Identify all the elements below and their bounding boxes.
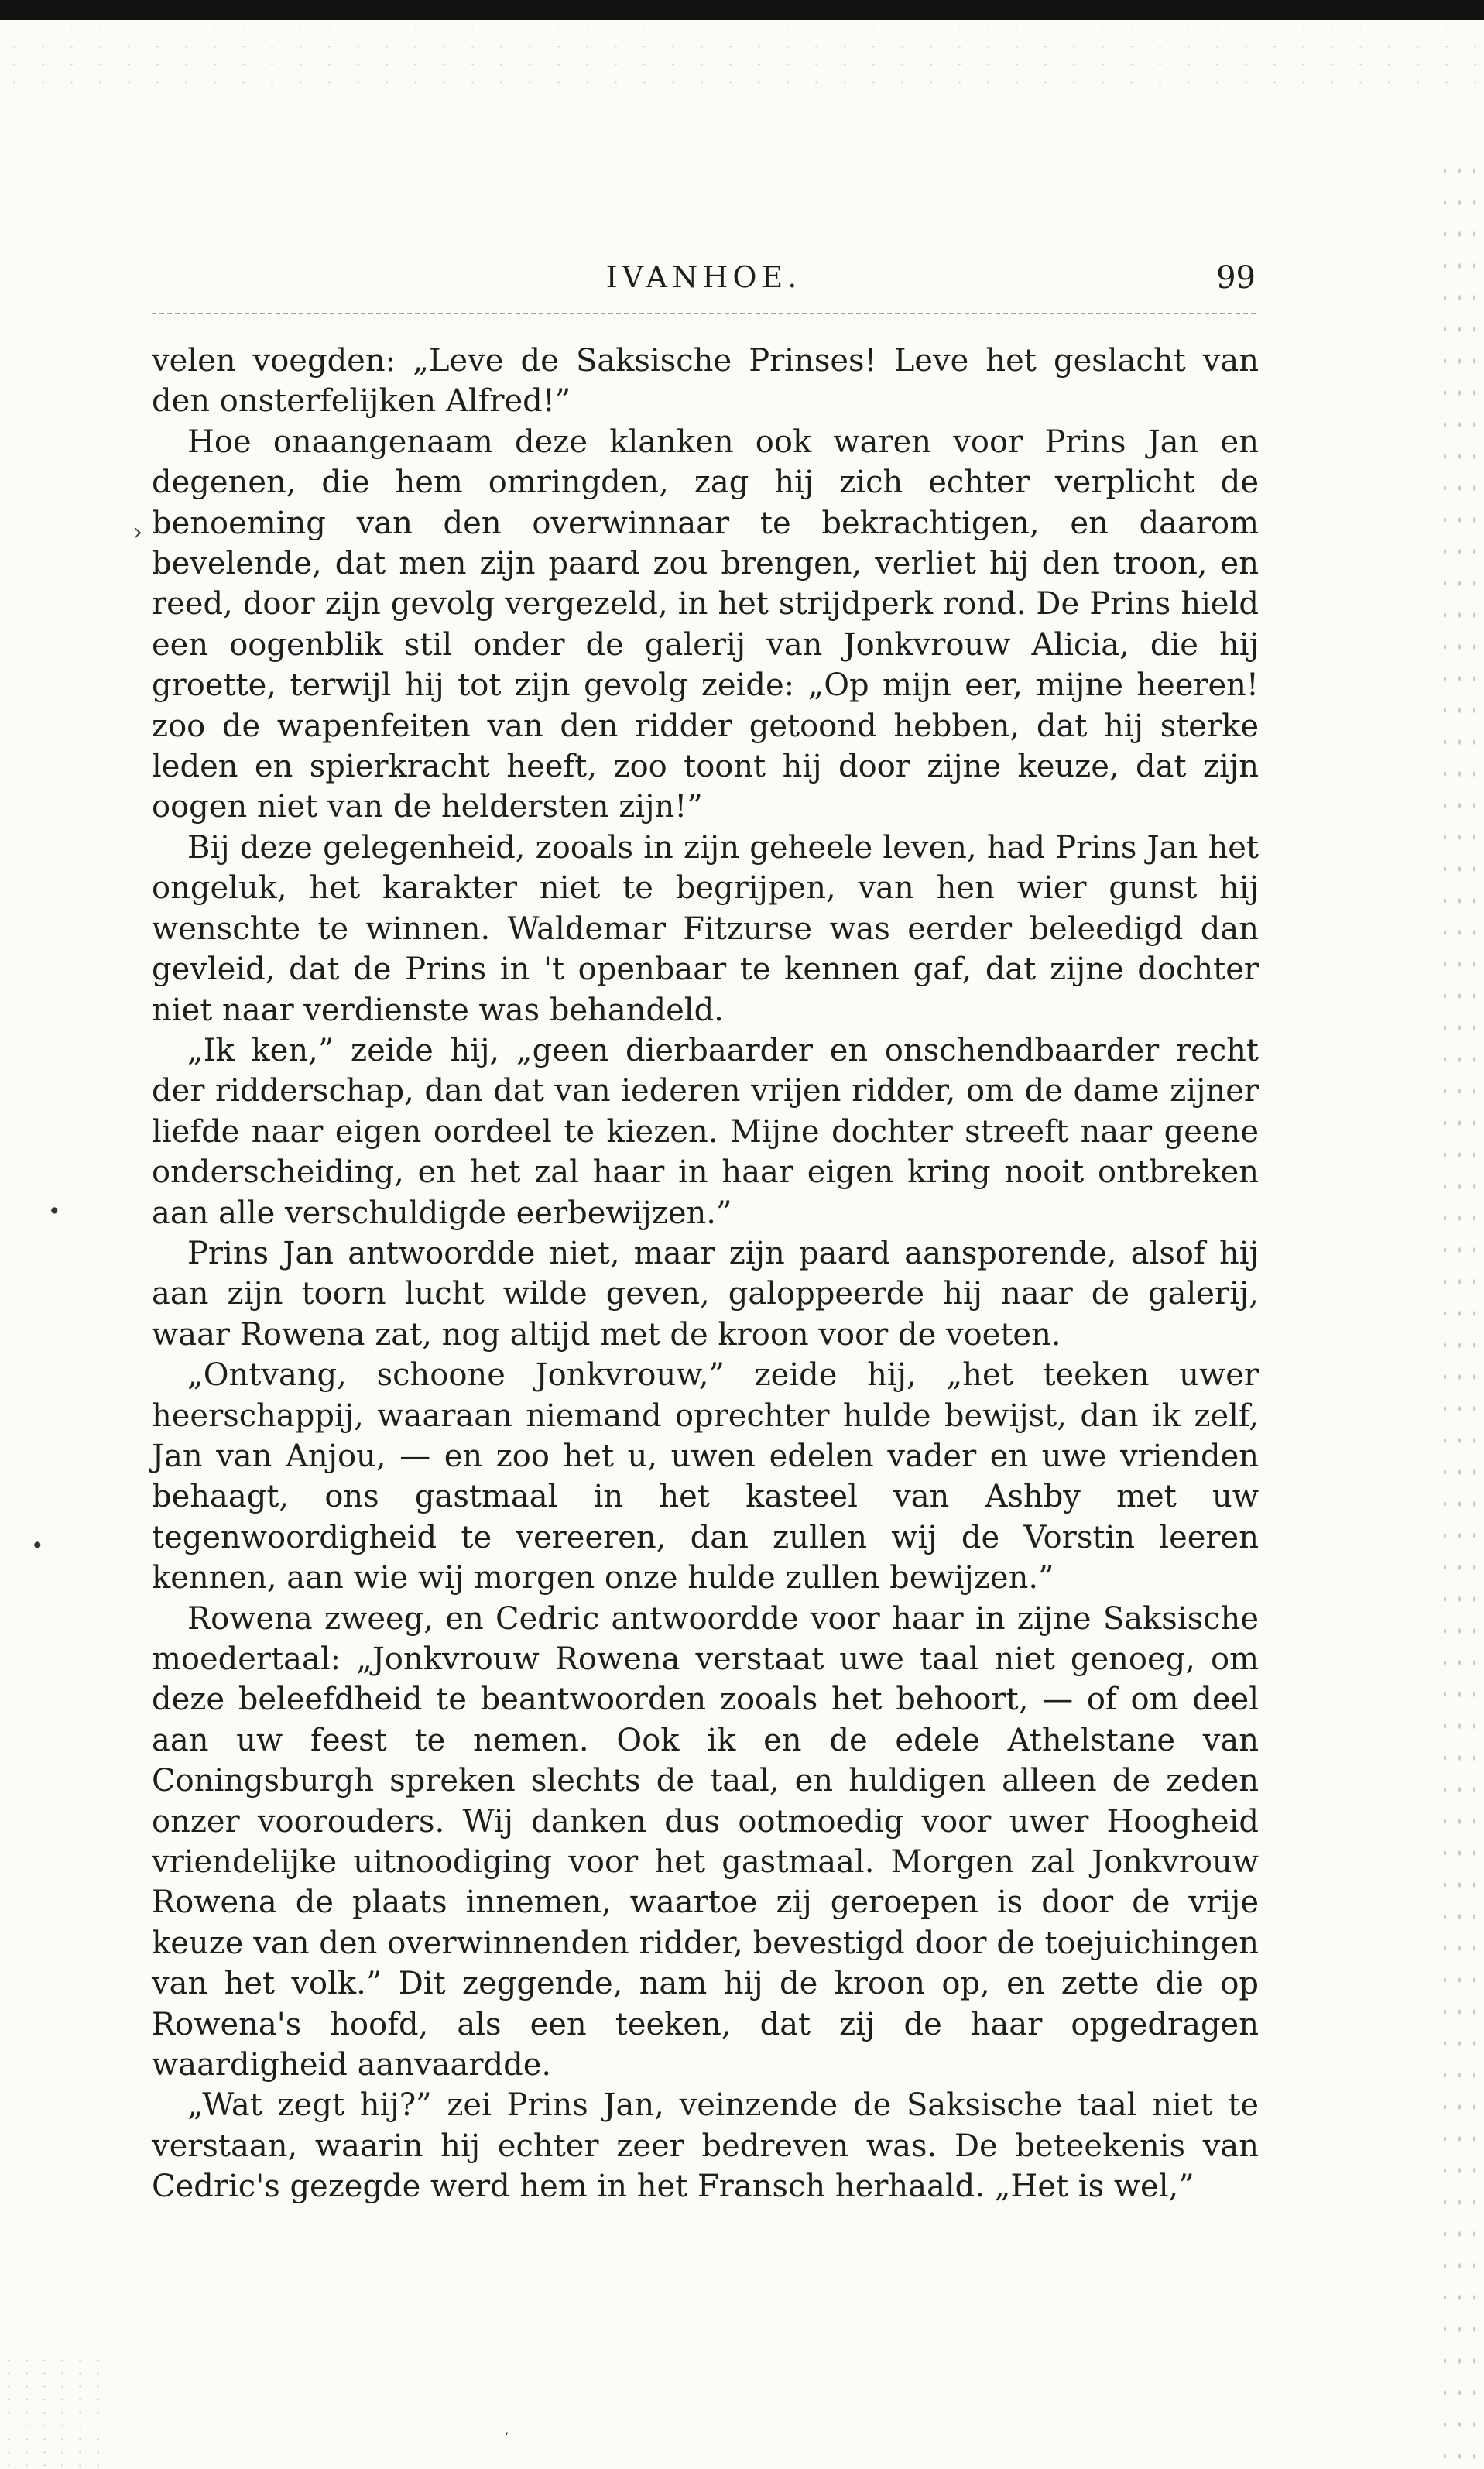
- paragraph: „Wat zegt hij?” zei Prins Jan, veinzende de Saksische taal niet te verstaan, waarin hij echter zeer bedreven was. De beteekenis van Cedric's gezegde werd hem in het Fransch herhaald. „Het is wel,”: [152, 2087, 1259, 2205]
- margin-dot-mark: •: [31, 1533, 44, 1559]
- scan-noise-bottom-left: [0, 2354, 108, 2469]
- scan-noise-right: [1438, 155, 1484, 2469]
- scan-noise-top: [0, 20, 1484, 90]
- paragraph: „Ik ken,” zeide hij, „geen dierbaarder en onschendbaarder recht der ridderschap, dan dat van iederen vrijen ridder, om de dame zijner liefde naar eigen oordeel te kiezen. Mijne dochter streeft naar geene onderscheiding, en het zal haar in haar eigen kring nooit ontbreken aan alle verschuldigde eerbewijzen.”: [152, 1032, 1259, 1231]
- running-title: IVANHOE.: [605, 260, 802, 294]
- margin-dot-mark: •: [48, 1198, 61, 1224]
- body-text: [152, 341, 1259, 2207]
- running-header: [152, 260, 1256, 307]
- paragraph: Bij deze gelegenheid, zooals in zijn geheele leven, had Prins Jan het ongeluk, het karakter niet te begrijpen, van hen wier gunst hij wenschte te winnen. Waldemar Fitzurse was eerder beleedigd dan gevleid, dat de Prins in 't openbaar te kennen gaf, dat zijne dochter niet naar verdienste was behandeld.: [152, 829, 1259, 1028]
- paragraph: Rowena zweeg, en Cedric antwoordde voor haar in zijne Saksische moedertaal: „Jonkvrouw Rowena verstaat uwe taal niet genoeg, om deze beleefdheid te beantwoorden zooals het behoort, — of om deel aan uw feest te nemen. Ook ik en de edele Athelstane van Coningsburgh spreken slechts de taal, en huldigen alleen de zeden onzer voorouders. Wij danken dus ootmoedig voor uwer Hoogheid vriendelijke uitnoodiging voor het gastmaal. Morgen zal Jonkvrouw Rowena de plaats innemen, waartoe zij geroepen is door de vrije keuze van den overwinnenden ridder, bevestigd door de toejuichingen van het volk.” Dit zeggende, nam hij de kroon op, en zette die op Rowena's hoofd, als een teeken, dat zij de haar opgedragen waardigheid aanvaardde.: [152, 1600, 1259, 2083]
- paragraph: velen voegden: „Leve de Saksische Prinses! Leve het geslacht van den onsterfelijken Alfred!”: [152, 343, 1259, 420]
- bottom-speck-mark: ˑ: [503, 2423, 510, 2447]
- margin-arrow-mark: ›: [133, 519, 142, 546]
- paragraph: Hoe onaangenaam deze klanken ook waren voor Prins Jan en degenen, die hem omringden, zag hij zich echter verplicht de benoeming van den overwinnaar te bekrachtigen, en daarom bevelende, dat men zijn paard zou brengen, verliet hij den troon, en reed, door zijn gevolg vergezeld, in het strijdperk rond. De Prins hield een oogenblik stil onder de galerij van Jonkvrouw Alicia, die hij groette, terwijl hij tot zijn gevolg zeide: „Op mijn eer, mijne heeren! zoo de wapenfeiten van den ridder getoond hebben, dat hij sterke leden en spierkracht heeft, zoo toont hij door zijne keuze, dat zijn oogen niet van de heldersten zijn!”: [152, 424, 1259, 825]
- paragraph: „Ontvang, schoone Jonkvrouw,” zeide hij, „het teeken uwer heerschappij, waaraan niemand oprechter hulde bewijst, dan ik zelf, Jan van Anjou, — en zoo het u, uwen edelen vader en uwe vrienden behaagt, ons gastmaal in het kasteel van Ashby met uw tegenwoordigheid te vereeren, dan zullen wij de Vorstin leeren kennen, aan wie wij morgen onze hulde zullen bewijzen.”: [152, 1357, 1259, 1596]
- header-rule: [152, 313, 1256, 314]
- top-border-rule: [0, 0, 1484, 20]
- paragraph: Prins Jan antwoordde niet, maar zijn paard aansporende, alsof hij aan zijn toorn lucht wilde geven, galoppeerde hij naar de galerij, waar Rowena zat, nog altijd met de kroon voor de voeten.: [152, 1235, 1259, 1353]
- page-number: 99: [1216, 260, 1256, 296]
